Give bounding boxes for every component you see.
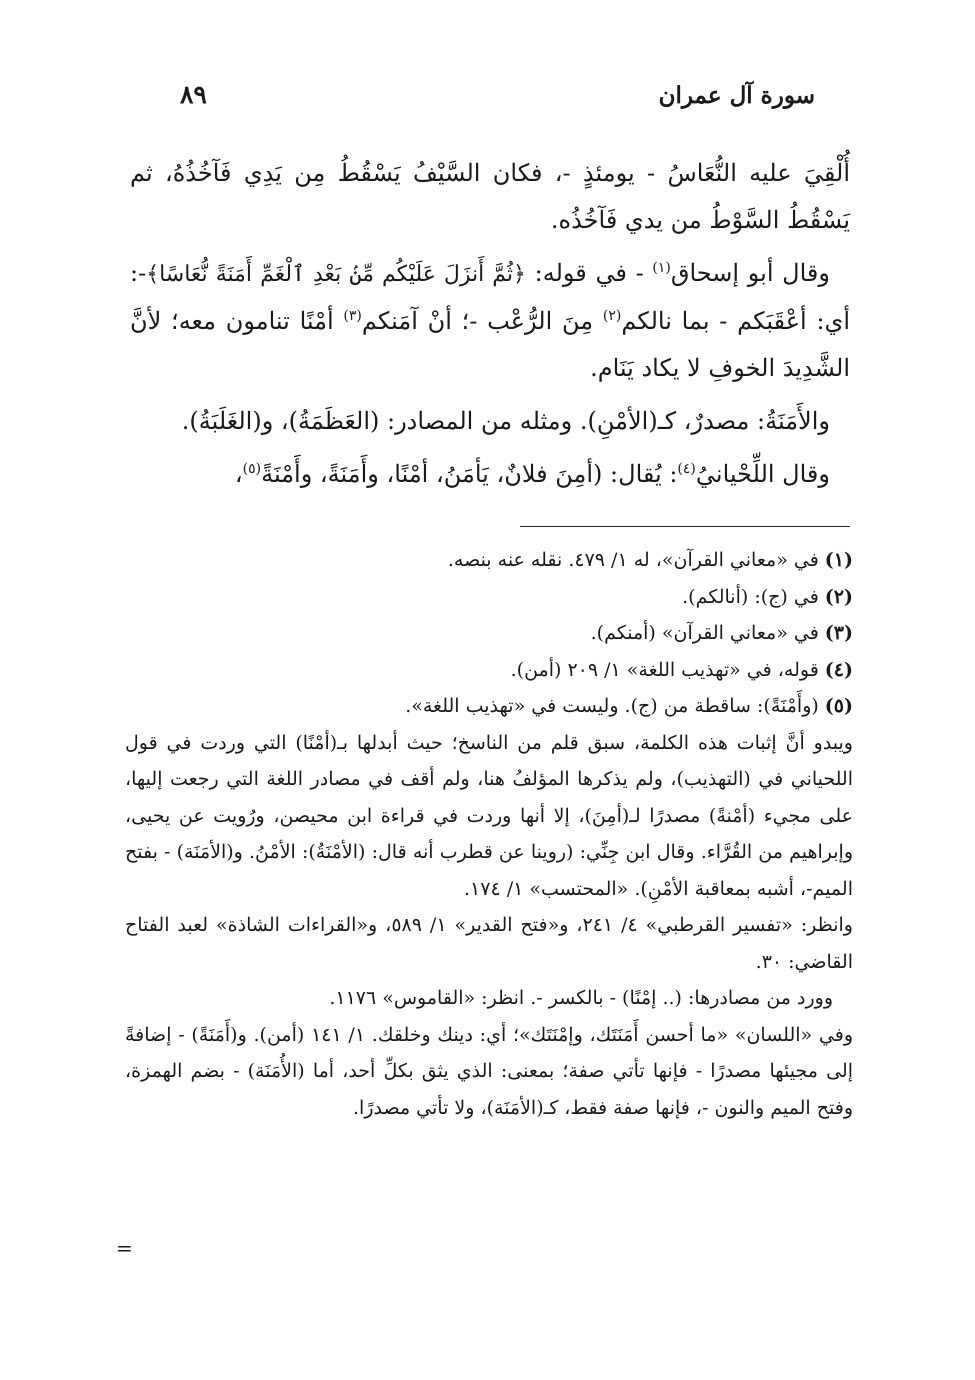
note-paragraph: ويبدو أنَّ إثبات هذه الكلمة، سبق قلم من الناسخ؛ حيث أبدلها بـ(أمْنًا) التي وردت في قول اللحياني في (التهذيب)، ولم يذكرها المؤلفُ هنا، ولم أقف في مصادر اللغة التي رجعت إليها، على مجيء (أمْنةً) مصدرًا لـ(أمِنَ)، إلا أنها وردت في قراءة ابن محيصن، ورُويت عن يحيى، وإبراهيم من القُرَّاء. وقال ابن جِنِّي: (روينا عن قطرب أنه قال: (الأمْنَةُ): الأمْنُ. و(الأمَنَة) - بفتح الميم-، أشبه بمعاقبة الأمْنِ). «المحتسب» ١/ ١٧٤. — [125, 731, 854, 900]
footnote-ref-2[interactable]: (٢) — [602, 308, 622, 324]
footnote-ref-3[interactable]: (٣) — [343, 308, 362, 324]
text-run: : يُقال: (أمِنَ فلانٌ، يَأمَنُ، أمْنًا، وأَمَنَةً، وأَمْنَةً — [261, 460, 678, 488]
footnote-number: (٥) — [824, 695, 853, 717]
footnote-text: في «معاني القرآن»، له ١/ ٤٧٩. نقله عنه بنصه. — [447, 549, 819, 571]
text-run: -: أي: أعْقَبَكم - بما نالكم — [130, 259, 850, 335]
main-text — [130, 150, 850, 504]
page-number: ٨٩ — [180, 80, 207, 109]
continuation-mark: = — [116, 1236, 133, 1260]
footnote-ref-1[interactable]: (١) — [652, 260, 671, 276]
body-paragraph-4 — [130, 451, 850, 498]
footnote-number: (٣) — [824, 622, 853, 644]
note-paragraph: وفي «اللسان» «ما أحسن أَمَنَتَك، وإمْنَتَك»؛ أي: دينك وخلقك. ١/ ١٤١ (أمن). و(أَمَنَةً) - إضافةً إلى مجيئها مصدرًا - فإنها تأتي صفة؛ بمعنى: الذي يثق بكلِّ أحد، أما (الأُمَنَة) - بضم الهمزة، وفتح الميم والنون -، فإنها صفة فقط، كـ(الأمَنَة)، ولا تأتي مصدرًا. — [125, 1023, 853, 1119]
footnote-text: قوله، في «تهذيب اللغة» ١/ ٢٠٩ (أمن). — [510, 658, 819, 681]
text-run: وقال اللِّحْيانيُ — [695, 460, 830, 488]
footnote — [125, 615, 853, 652]
text-run: أمْنًا تنامون معه؛ لأنَّ الشَّدِيدَ الخوفِ لا يكاد يَنَام. — [130, 307, 850, 382]
footnote — [125, 542, 853, 579]
footnote — [125, 652, 853, 689]
footnote-text: في «معاني القرآن» (أمنكم). — [590, 622, 819, 644]
text-run: - في قوله: — [525, 259, 653, 287]
text-run: مِنَ الرُّعْب -؛ أنْ آمَنكم — [361, 307, 603, 335]
footnote-ref-5[interactable]: (٥) — [242, 461, 262, 477]
surah-title: سورة آل عمران — [658, 82, 815, 109]
footnote-number: (١) — [824, 549, 853, 571]
footnote-text: في (ج): (أنالكم). — [682, 585, 819, 608]
footnote-text: (وأَمْنَةً): ساقطة من (ج). وليست في «تهذيب اللغة». — [405, 695, 819, 717]
body-paragraph-3: والأَمَنَةُ: مصدرٌ، كـ(الأمْنِ). ومثله من المصادر: (العَظَمَةُ)، و(الغَلَبَةُ). — [181, 407, 830, 435]
page-header — [180, 82, 815, 122]
footnote-ref-4[interactable]: (٤) — [677, 461, 696, 477]
quran-verse: ﴿ثُمَّ أَنزَلَ عَلَيْكُم مِّنۢ بَعْدِ ٱلْغَمِّ أَمَنَةً نُّعَاسًا﴾ — [146, 262, 526, 287]
text-run: وقال أبو إسحاق — [670, 259, 830, 287]
body-paragraph-1: أُلْقِيَ عليه النُّعَاسُ - يومئذٍ -، فكان السَّيْفُ يَسْقُطُ مِن يَدِي فَآخُذُهُ، ثم يَسْقُطُ السَّوْطُ من يدي فَآخُذُه. — [130, 159, 850, 234]
note-paragraph: وورد من مصادرها: (.. إمْنًا) - بالكسر -. انظر: «القاموس» ١١٧٦. — [329, 987, 833, 1009]
footnote — [125, 579, 853, 616]
footnotes — [125, 542, 853, 1126]
text-run: ، — [234, 460, 243, 488]
footnote-divider — [520, 526, 850, 527]
footnote-number: (٤) — [824, 658, 853, 681]
footnote-number: (٢) — [824, 585, 853, 608]
footnote — [125, 688, 853, 725]
body-paragraph-2 — [130, 250, 850, 392]
note-paragraph: وانظر: «تفسير القرطبي» ٤/ ٢٤١، و«فتح القدير» ١/ ٥٨٩، و«القراءات الشاذة» لعبد الفتاح القاضي: ٣٠. — [125, 914, 853, 973]
